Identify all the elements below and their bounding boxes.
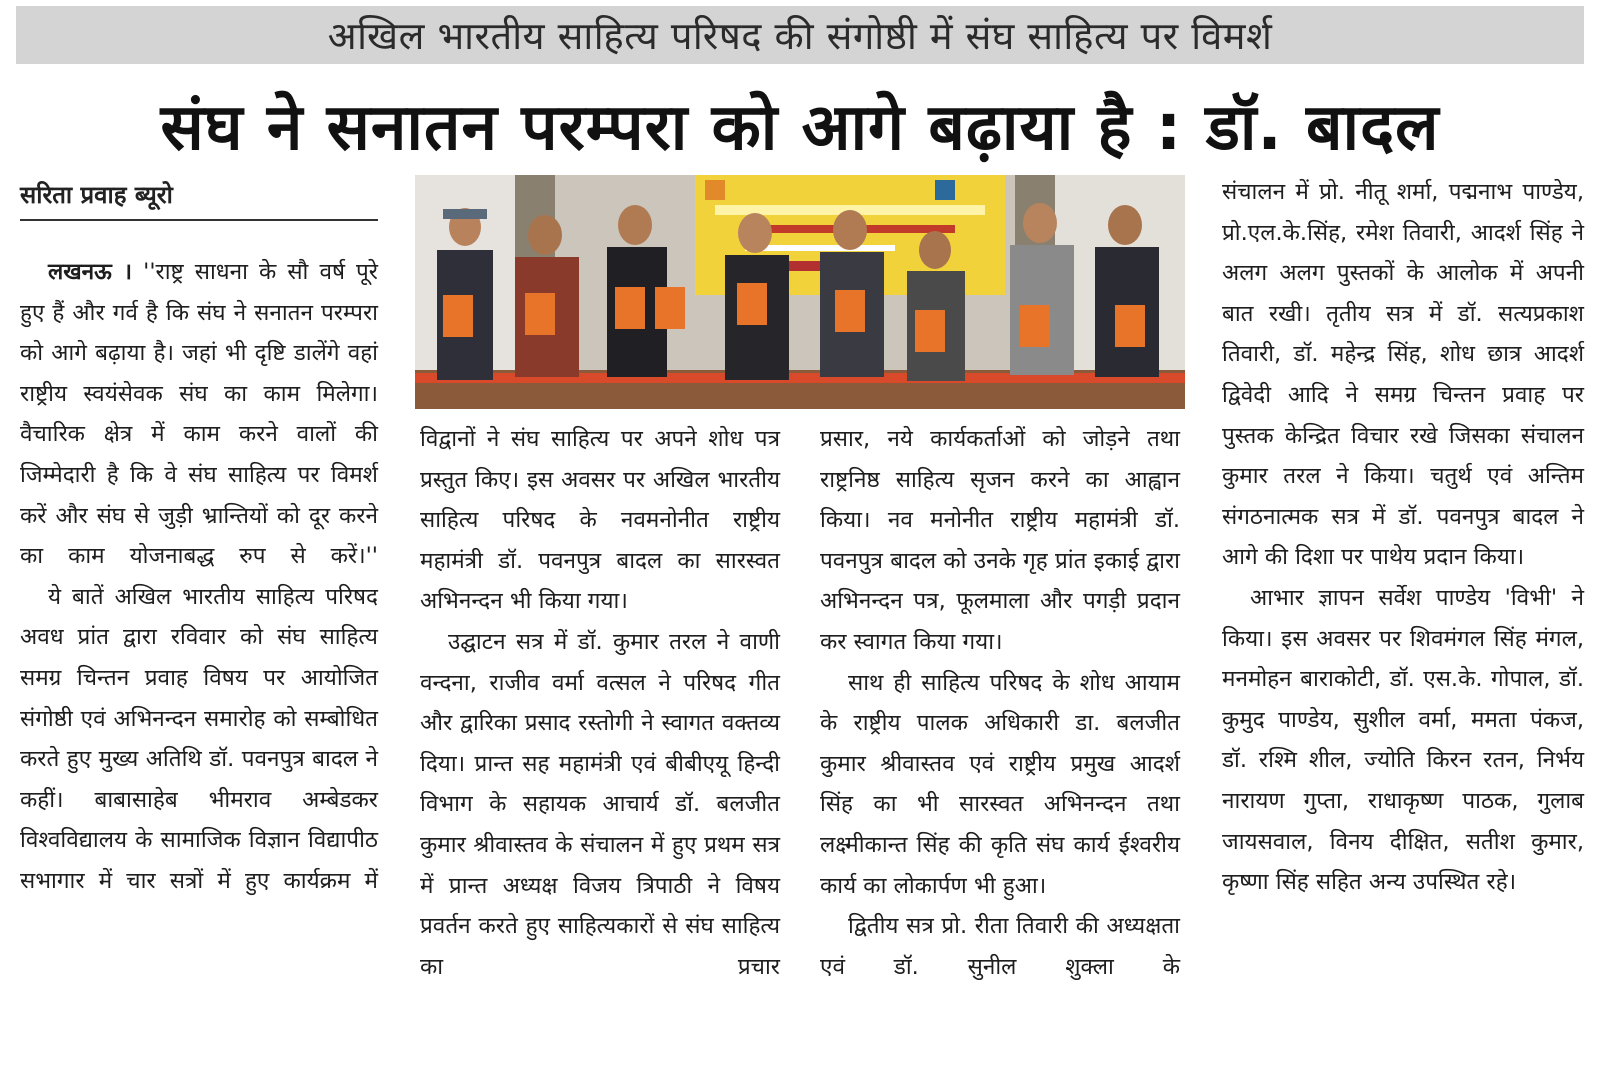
main-headline: संघ ने सनातन परम्परा को आगे बढ़ाया है : डॉ. बादल xyxy=(160,90,1440,165)
paragraph: आभार ज्ञापन सर्वेश पाण्डेय 'विभी' ने किया। इस अवसर पर शिवमंगल सिंह मंगल, मनमोहन बाराकोटी, डॉ. एस.के. गोपाल, डॉ. कुमुद पाण्डेय, सुशील वर्मा, ममता पंकज, डॉ. रश्मि शील, ज्योति किरन रतन, निर्भय नारायण गुप्ता, राधाकृष्ण पाठक, गुलाब जायसवाल, विनय दीक्षित, सतीश कुमार, कृष्णा सिंह सहित अन्य उपस्थित रहे। xyxy=(1222,584,1584,896)
paragraph: ''राष्ट्र साधना के सौ वर्ष पूरे हुए हैं और गर्व है कि संघ ने सनातन परम्परा को आगे बढ़ाया है। जहां भी दृष्टि डालेंगे वहां राष्ट्रीय स्वयंसेवक संघ का काम मिलेगा। वैचारिक क्षेत्र में काम करने वालों की जिम्मेदारी है कि वे संघ साहित्य पर विमर्श करें और संघ से जुड़ी भ्रान्तियों को दूर करने का काम योजनाबद्ध रुप से करें।'' xyxy=(20,259,379,570)
kicker-headline: अखिल भारतीय साहित्य परिषद की संगोष्ठी में संघ साहित्य पर विमर्श xyxy=(16,6,1584,64)
article-column-4 xyxy=(1222,172,1584,903)
paragraph: प्रसार, नये कार्यकर्ताओं को जोड़ने तथा राष्ट्रनिष्ठ साहित्य सृजन करने का आह्वान किया। नव मनोनीत राष्ट्रीय महामंत्री डॉ. पवनपुत्र बादल को उनके गृह प्रांत इकाई द्वारा अभिनन्दन पत्र, फूलमाला और पगड़ी प्रदान कर स्वागत किया गया। xyxy=(820,426,1180,655)
dateline: लखनऊ । xyxy=(48,259,133,285)
article-column-2 xyxy=(420,419,780,987)
article-column-3 xyxy=(820,419,1180,987)
paragraph: विद्वानों ने संघ साहित्य पर अपने शोध पत्र प्रस्तुत किए। इस अवसर पर अखिल भारतीय साहित्य परिषद के नवमनोनीत राष्ट्रीय महामंत्री डॉ. पवनपुत्र बादल का सारस्वत अभिनन्दन भी किया गया। xyxy=(420,426,780,615)
paragraph: साथ ही साहित्य परिषद के शोध आयाम के राष्ट्रीय पालक अधिकारी डा. बलजीत कुमार श्रीवास्तव एवं राष्ट्रीय प्रमुख आदर्श सिंह का भी सारस्वत अभिनन्दन तथा लक्ष्मीकान्त सिंह की कृति संघ कार्य ईश्वरीय कार्य का लोकार्पण भी हुआ। xyxy=(820,669,1180,899)
paragraph: उद्घाटन सत्र में डॉ. कुमार तरल ने वाणी वन्दना, राजीव वर्मा वत्सल ने परिषद गीत और द्वारिका प्रसाद रस्तोगी ने स्वागत वक्तव्य दिया। प्रान्त सह महामंत्री एवं बीबीएयू हिन्दी विभाग के सहायक आचार्य डॉ. बलजीत कुमार श्रीवास्तव के संचालन में हुए प्रथम सत्र में प्रान्त अध्यक्ष विजय त्रिपाठी ने विषय प्रवर्तन करते हुए साहित्यकारों से संघ साहित्य का प्रचार xyxy=(420,628,780,980)
article-column-1 xyxy=(20,252,378,902)
event-photo xyxy=(415,175,1185,409)
byline: सरिता प्रवाह ब्यूरो xyxy=(20,178,378,221)
paragraph: ये बातें अखिल भारतीय साहित्य परिषद अवध प्रांत द्वारा रविवार को संघ साहित्य समग्र चिन्तन प्रवाह विषय पर आयोजित संगोष्ठी एवं अभिनन्दन समारोह को सम्बोधित करते हुए मुख्य अतिथि डॉ. पवनपुत्र बादल ने कहीं। बाबासाहेब भीमराव अम्बेडकर विश्वविद्यालय के सामाजिक विज्ञान विद्यापीठ सभागार में चार सत्रों में हुए कार्यक्रम में xyxy=(20,583,378,894)
paragraph: संचालन में प्रो. नीतू शर्मा, पद्मनाभ पाण्डेय, प्रो.एल.के.सिंह, रमेश तिवारी, आदर्श सिंह ने अलग अलग पुस्तकों के आलोक में अपनी बात रखी। तृतीय सत्र में डॉ. सत्यप्रकाश तिवारी, डॉ. महेन्द्र सिंह, शोध छात्र आदर्श द्विवेदी आदि ने समग्र चिन्तन प्रवाह पर पुस्तक केन्द्रित विचार रखे जिसका संचालन कुमार तरल ने किया। चतुर्थ एवं अन्तिम संगठनात्मक सत्र में डॉ. पवनपुत्र बादल ने आगे की दिशा पर पाथेय प्रदान किया। xyxy=(1222,179,1584,571)
paragraph: द्वितीय सत्र प्रो. रीता तिवारी की अध्यक्षता एवं डॉ. सुनील शुक्ला के xyxy=(820,913,1180,980)
